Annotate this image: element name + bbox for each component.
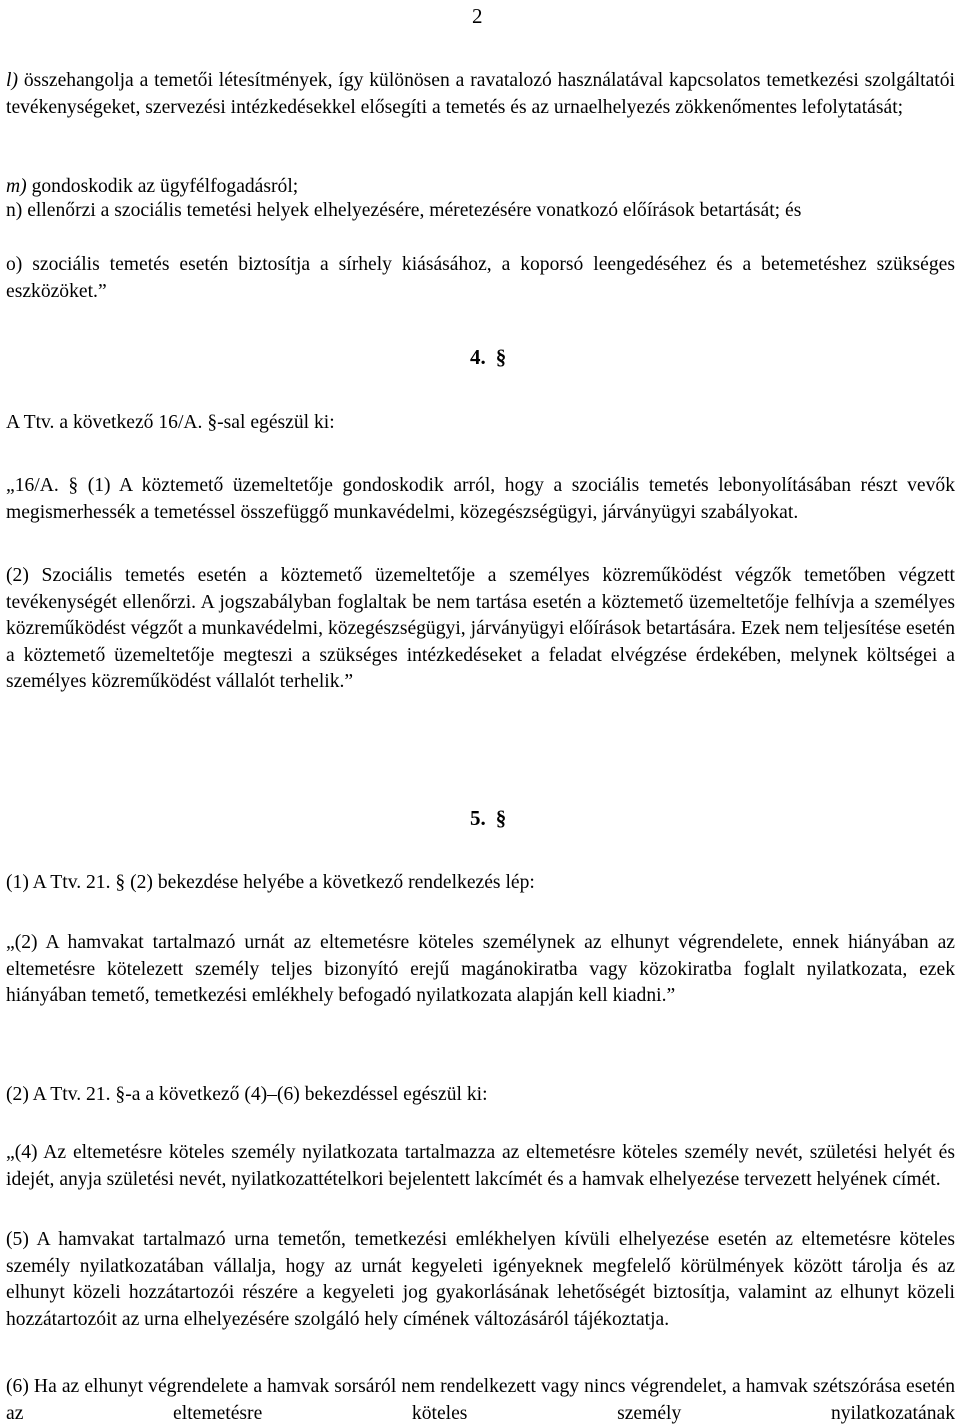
section-4-symbol: § [495, 345, 507, 369]
section-4-p2-text: (2) Szociális temetés esetén a köztemető üzemeltetője a személyes közreműködést végzők temetőben végzett tevékenységét ellenőrzi. A jogszabályban foglaltak be nem tartása esetén a köztemető üzemeltetője felhívja a személyes közreműködést végzőt a munkavédelmi, közegészségügyi, járványügyi előírások betartására. Ezek nem teljesítése esetén a köztemető üzemeltetője megteszi a szükséges intézkedéseket a feladat elvégzése érdekében, melynek költségei a személyes közreműködést vállalót terhelik.” [6, 565, 955, 693]
section-4-intro [6, 410, 955, 437]
section-5-intro-1 [6, 870, 955, 897]
list-item-n [6, 198, 955, 225]
list-item-m [6, 174, 955, 201]
section-5-intro-1-text: (1) A Ttv. 21. § (2) bekezdése helyébe a következő rendelkezés lép: [6, 872, 535, 893]
section-5-heading [470, 806, 506, 831]
list-item-l [6, 68, 955, 121]
section-5-number: 5. [470, 806, 486, 830]
section-5-q4 [6, 1140, 955, 1193]
section-5-quote-1-text: „(2) A hamvakat tartalmazó urnát az eltemetésre köteles személynek az elhunyt végrendelete, ennek hiányában az eltemetésre kötelezett személy teljes bizonyító erejű magánokiratba vagy közokiratba foglalt nyilatkozata, ezek hiányában temető, temetkezési emlékhely befogadó nyilatkozata alapján kell kiadni.” [6, 932, 955, 1007]
section-5-intro-2-text: (2) A Ttv. 21. §-a a következő (4)–(6) bekezdéssel egészül ki: [6, 1084, 488, 1105]
section-4-number: 4. [470, 345, 486, 369]
section-4-p2 [6, 563, 955, 696]
section-5-q6-text: (6) Ha az elhunyt végrendelete a hamvak sorsáról nem rendelkezett vagy nincs végrendelet, a hamvak szétszórása esetén az eltemetésre köteles személy nyilatkozatának [6, 1376, 955, 1424]
section-5-symbol: § [495, 806, 507, 830]
list-item-o [6, 252, 955, 305]
section-4-intro-text: A Ttv. a következő 16/A. §-sal egészül ki: [6, 412, 335, 433]
item-text-o: o) szociális temetés esetén biztosítja a sírhely kiásásához, a koporsó leengedéséhez és a betemetéshez szükséges eszközöket.” [6, 254, 955, 302]
section-5-q5 [6, 1227, 955, 1333]
section-4-p1-text: „16/A. § (1) A köztemető üzemeltetője gondoskodik arról, hogy a szociális temetés lebonyolításában részt vevők megismerhessék a temetéssel összefüggő munkavédelmi, közegészségügyi, járványügyi szabályokat. [6, 475, 955, 523]
section-4-heading [470, 345, 506, 370]
section-4-p1 [6, 473, 955, 526]
item-label-l: l) [6, 70, 18, 91]
section-5-quote-1 [6, 930, 955, 1010]
item-label-m: m) [6, 176, 27, 197]
section-5-intro-2 [6, 1082, 955, 1109]
section-5-q6 [6, 1374, 955, 1427]
item-text-l: összehangolja a temetői létesítmények, így különösen a ravatalozó használatával kapcsolatos temetkezési szolgáltatói tevékenységeket, szervezési intézkedésekkel elősegíti a temetés és az urnaelhelyezés zökkenőmentes lefolytatását; [6, 70, 955, 118]
page-number: 2 [472, 4, 483, 28]
item-text-n: n) ellenőrzi a szociális temetési helyek elhelyezésére, méretezésére vonatkozó előírások betartását; és [6, 200, 802, 221]
section-5-q4-text: „(4) Az eltemetésre köteles személy nyilatkozata tartalmazza az eltemetésre köteles személy nevét, születési helyét és idejét, anyja születési nevét, nyilatkozattételkori bejelentett lakcímét és a hamvak elhelyezése tervezett helyének címét. [6, 1142, 955, 1190]
item-text-m: gondoskodik az ügyfélfogadásról; [26, 176, 299, 197]
section-5-q5-text: (5) A hamvakat tartalmazó urna temetőn, temetkezési emlékhelyen kívüli elhelyezése esetén az eltemetésre köteles személy nyilatkozatában vállalja, hogy az urnát kegyeleti igényeknek megfelelő körülmények között tárolja és az elhunyt közeli hozzátartozói részére a kegyeleti jog gyakorlásának lehetőségét biztosítja, valamint az elhunyt közeli hozzátartozóit az urna elhelyezésére szolgáló hely címének változásáról tájékoztatja. [6, 1229, 955, 1330]
